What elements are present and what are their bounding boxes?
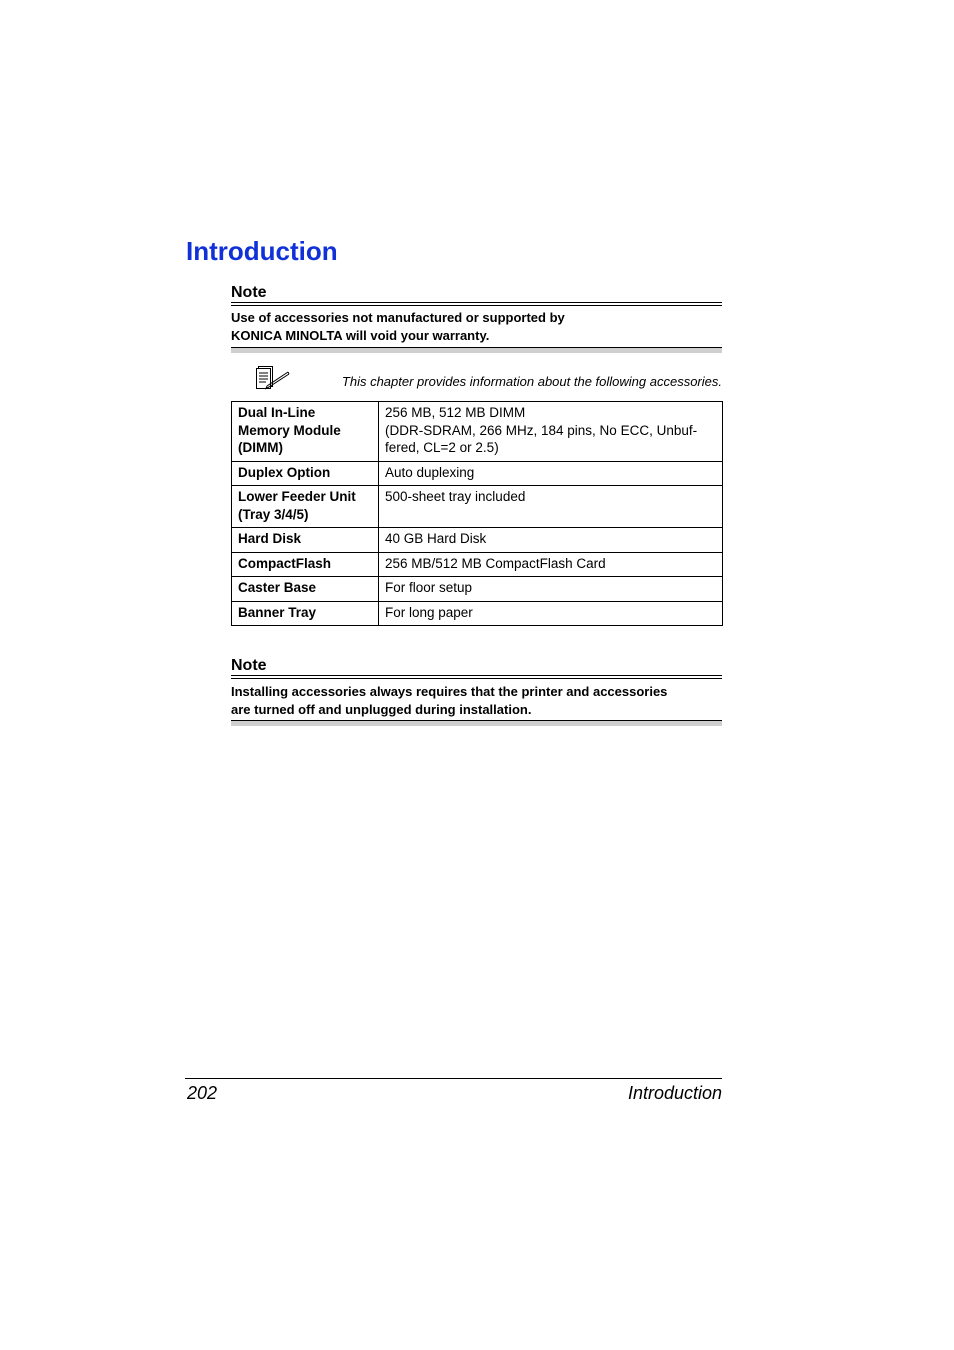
cell-line: Duplex Option — [238, 464, 331, 480]
cell-line: Memory Module — [238, 422, 341, 438]
cell-line: Hard Disk — [238, 531, 302, 546]
hint-text: This chapter provides information about the following accessories. — [341, 374, 722, 389]
accessory-description — [379, 402, 723, 462]
cell-line: Lower Feeder Unit — [238, 489, 356, 504]
note-rule — [231, 302, 722, 306]
cell-line: fered, CL=2 or 2.5) — [385, 440, 499, 455]
pencil-note-icon — [255, 364, 291, 395]
accessory-name — [232, 552, 379, 577]
note-header — [231, 657, 722, 679]
cell-line: Dual In-Line — [238, 405, 316, 420]
note-label: Note — [231, 657, 267, 674]
page-number: 202 — [187, 1083, 218, 1103]
accessory-name — [232, 486, 379, 528]
cell-line: 256 MB, 512 MB DIMM — [385, 405, 526, 420]
cell-line: Auto duplexing — [385, 464, 475, 480]
note-line: Use of accessories not manufactured or supported by — [231, 310, 565, 325]
table-row — [232, 577, 723, 602]
note-label: Note — [231, 284, 267, 301]
cell-line: For floor setup — [385, 580, 473, 595]
table-row — [232, 402, 723, 462]
installation-note — [231, 683, 722, 718]
cell-line: Banner Tray — [238, 604, 317, 620]
note-line: KONICA MINOLTA will void your warranty. — [231, 327, 490, 343]
cell-line: Caster Base — [238, 580, 317, 595]
warranty-note — [231, 309, 722, 344]
accessory-name — [232, 528, 379, 553]
footer-section-title: Introduction — [627, 1083, 722, 1103]
accessory-name — [232, 601, 379, 626]
accessories-table — [231, 401, 723, 626]
note-footer-bar — [231, 347, 722, 353]
note-line: Installing accessories always requires that the printer and accessories — [231, 684, 668, 699]
accessory-name — [232, 577, 379, 602]
table-row — [232, 552, 723, 577]
table-row — [232, 486, 723, 528]
cell-line: 256 MB/512 MB CompactFlash Card — [385, 555, 606, 571]
accessory-description — [379, 552, 723, 577]
page-title: Introduction — [186, 236, 338, 266]
note-header — [231, 284, 722, 306]
accessory-description — [379, 486, 723, 528]
cell-line: (DIMM) — [238, 440, 283, 455]
hint-row — [255, 364, 722, 394]
note-rule — [231, 675, 722, 679]
accessory-description — [379, 528, 723, 553]
table-row — [232, 601, 723, 626]
cell-line: CompactFlash — [238, 555, 332, 571]
cell-line: For long paper — [385, 604, 473, 620]
accessory-name — [232, 402, 379, 462]
accessory-name — [232, 461, 379, 486]
cell-line: 500-sheet tray included — [385, 489, 526, 504]
accessory-description — [379, 461, 723, 486]
page-footer — [185, 1078, 722, 1107]
cell-line: (Tray 3/4/5) — [238, 506, 309, 522]
table-row — [232, 528, 723, 553]
cell-line: (DDR-SDRAM, 266 MHz, 184 pins, No ECC, Unbuf- — [385, 422, 698, 438]
table-row — [232, 461, 723, 486]
note-line: are turned off and unplugged during installation. — [231, 701, 532, 717]
accessory-description — [379, 577, 723, 602]
accessory-description — [379, 601, 723, 626]
note-footer-bar — [231, 720, 722, 726]
cell-line: 40 GB Hard Disk — [385, 531, 487, 546]
